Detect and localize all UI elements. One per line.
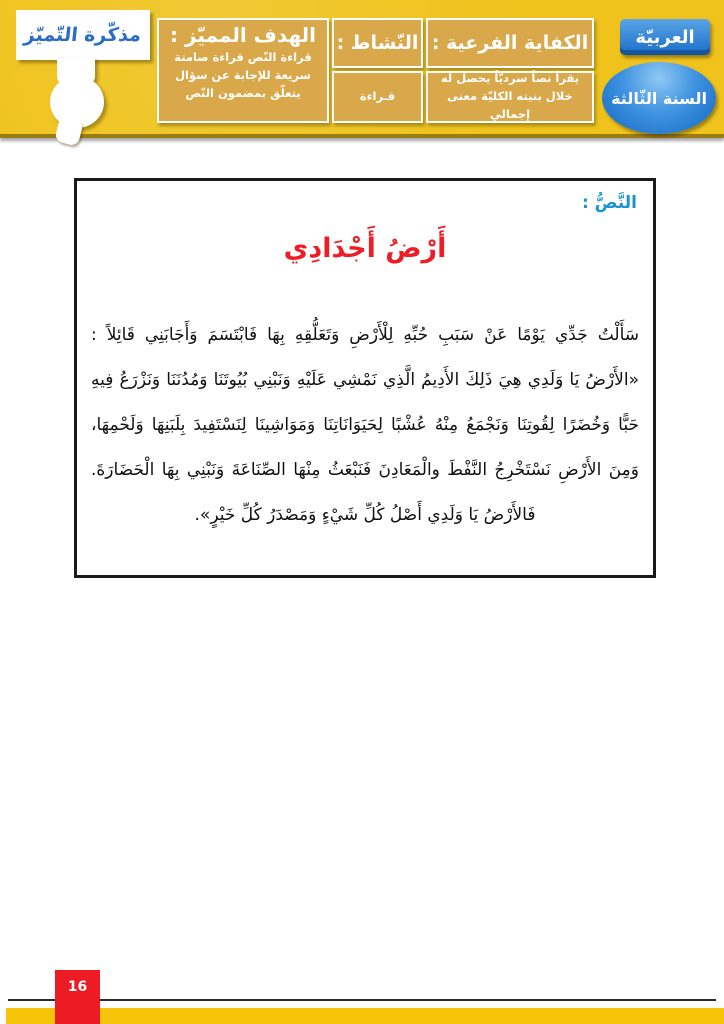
activity-title-box [332, 18, 423, 68]
paragraph-line: وَمِنَ الأَرْضِ نَسْتَخْرِجُ النَّفْطَ والْمَعَادِنَ فَنَبْعَثُ مِنْهَا الصِّنَاعَةَ وَنَبْنِي بِهَا الْحَضَارَةَ. [91, 460, 639, 480]
paragraph-line: سَأَلْتُ جَدِّي يَوْمًا عَنْ سَبَبِ حُبِّهِ لِلْأَرْضِ وَتَعَلُّقِهِ بِهَا فَابْتَسَمَ وَأَجَابَنِي قَائِلاً : [91, 325, 639, 345]
logo-plate [16, 10, 150, 60]
paragraph-line: حَبًّا وَخُضَرًا لِقُوتِنَا وَنَجْمَعُ مِنْهُ عُشْبًا لِحَيَوَانَاتِنَا وَمَوَاشِينَا لِنَسْتَفِيدَ بِلَبَنِهَا وَلَحْمِهَا، [91, 415, 639, 435]
competency-title: الكفاية الفرعية : [431, 32, 589, 54]
logo-text: مذكّرة التّميّز [23, 24, 143, 46]
competency-body: يقرأ نصاً سرديّاً يحصل له خلال بنيته الكليّة معنى إجمالي [440, 71, 580, 121]
logo-tail-shape [54, 115, 84, 146]
reading-title: أَرْضُ أَجْدَادِي [283, 233, 447, 264]
grade-badge [602, 62, 716, 134]
brand-logo [10, 6, 160, 138]
header-banner [0, 0, 724, 138]
text-section-label: النَّصُّ : [581, 193, 637, 213]
paragraph-line: «الأَرْضُ يَا وَلَدِي هِيَ ذَلِكَ الأَدِيمُ الَّذِي نَمْشِي عَلَيْهِ وَنَبْنِي بُيُوتَنَا وَمُدُنَنَا وَنَزْرَعُ فِيهِ [91, 370, 639, 390]
goal-box [157, 18, 329, 123]
activity-body-box [332, 71, 423, 123]
activity-title: النّشاط : [336, 32, 419, 54]
paragraph-line: فَالأَرْضُ يَا وَلَدِي أَصْلُ كُلِّ شَيْءٍ وَمَصْدَرُ كُلِّ خَيْرٍ». [194, 505, 536, 525]
footer-divider-line [8, 999, 716, 1001]
reading-paragraph [91, 313, 639, 538]
goal-title: الهدف المميّز : [169, 23, 317, 47]
page-number: 16 [67, 979, 88, 995]
page-number-badge [55, 970, 100, 1024]
activity-body: قـراءة [359, 89, 396, 104]
reading-text-frame [74, 178, 656, 578]
competency-body-box [426, 71, 594, 123]
grade-label: السنة الثّالثة [611, 88, 707, 108]
goal-body: قراءة النّص قراءة صامتة سريعة للإجابة عن سؤال يتعلّق بمضمون النّص [174, 50, 312, 100]
subject-label: العربيّة [635, 26, 695, 48]
footer-gold-bar [6, 1008, 724, 1024]
subject-badge [620, 19, 710, 55]
competency-title-box [426, 18, 594, 68]
